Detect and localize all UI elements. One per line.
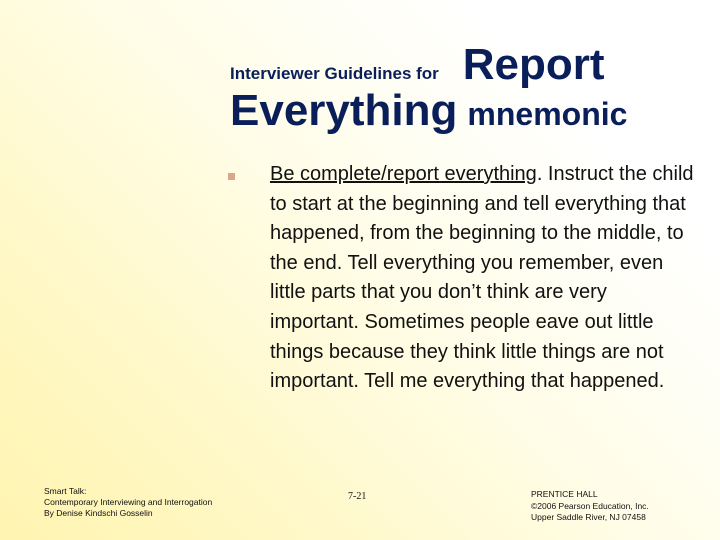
title-word-everything: Everything bbox=[230, 86, 458, 135]
footer-address: Upper Saddle River, NJ 07458 bbox=[531, 512, 646, 522]
footer-book-author: By Denise Kindschi Gosselin bbox=[44, 508, 153, 518]
bullet-square-icon bbox=[228, 173, 235, 180]
title-word-report: Report bbox=[462, 40, 605, 89]
footer-book-info bbox=[44, 486, 264, 519]
footer-book-title: Smart Talk: bbox=[44, 486, 87, 496]
footer-book-subtitle: Contemporary Interviewing and Interrogation bbox=[44, 497, 213, 507]
footer-publisher-info bbox=[531, 489, 706, 524]
slide-title-line1 bbox=[230, 40, 700, 90]
title-word-mnemonic: mnemonic bbox=[467, 96, 628, 132]
footer-copyright: ©2006 Pearson Education, Inc. bbox=[531, 500, 649, 511]
bullet-body-text: . Instruct the child to start at the beginning and tell everything that happened, from the beginning to the middle, to the end. Tell everything you remember, even little parts that you don’t think are very important. Sometimes people eave out little things because they think little things are not important. Tell me everything that happened. bbox=[270, 163, 694, 393]
report-everything-link[interactable]: Be complete/report everything bbox=[270, 163, 537, 185]
bullet-text bbox=[270, 160, 695, 397]
title-subtitle: Interviewer Guidelines for bbox=[230, 64, 439, 83]
footer-publisher-name: PRENTICE HALL bbox=[531, 489, 598, 499]
slide-title-line2 bbox=[230, 86, 700, 136]
page-number: 7-21 bbox=[348, 491, 367, 502]
